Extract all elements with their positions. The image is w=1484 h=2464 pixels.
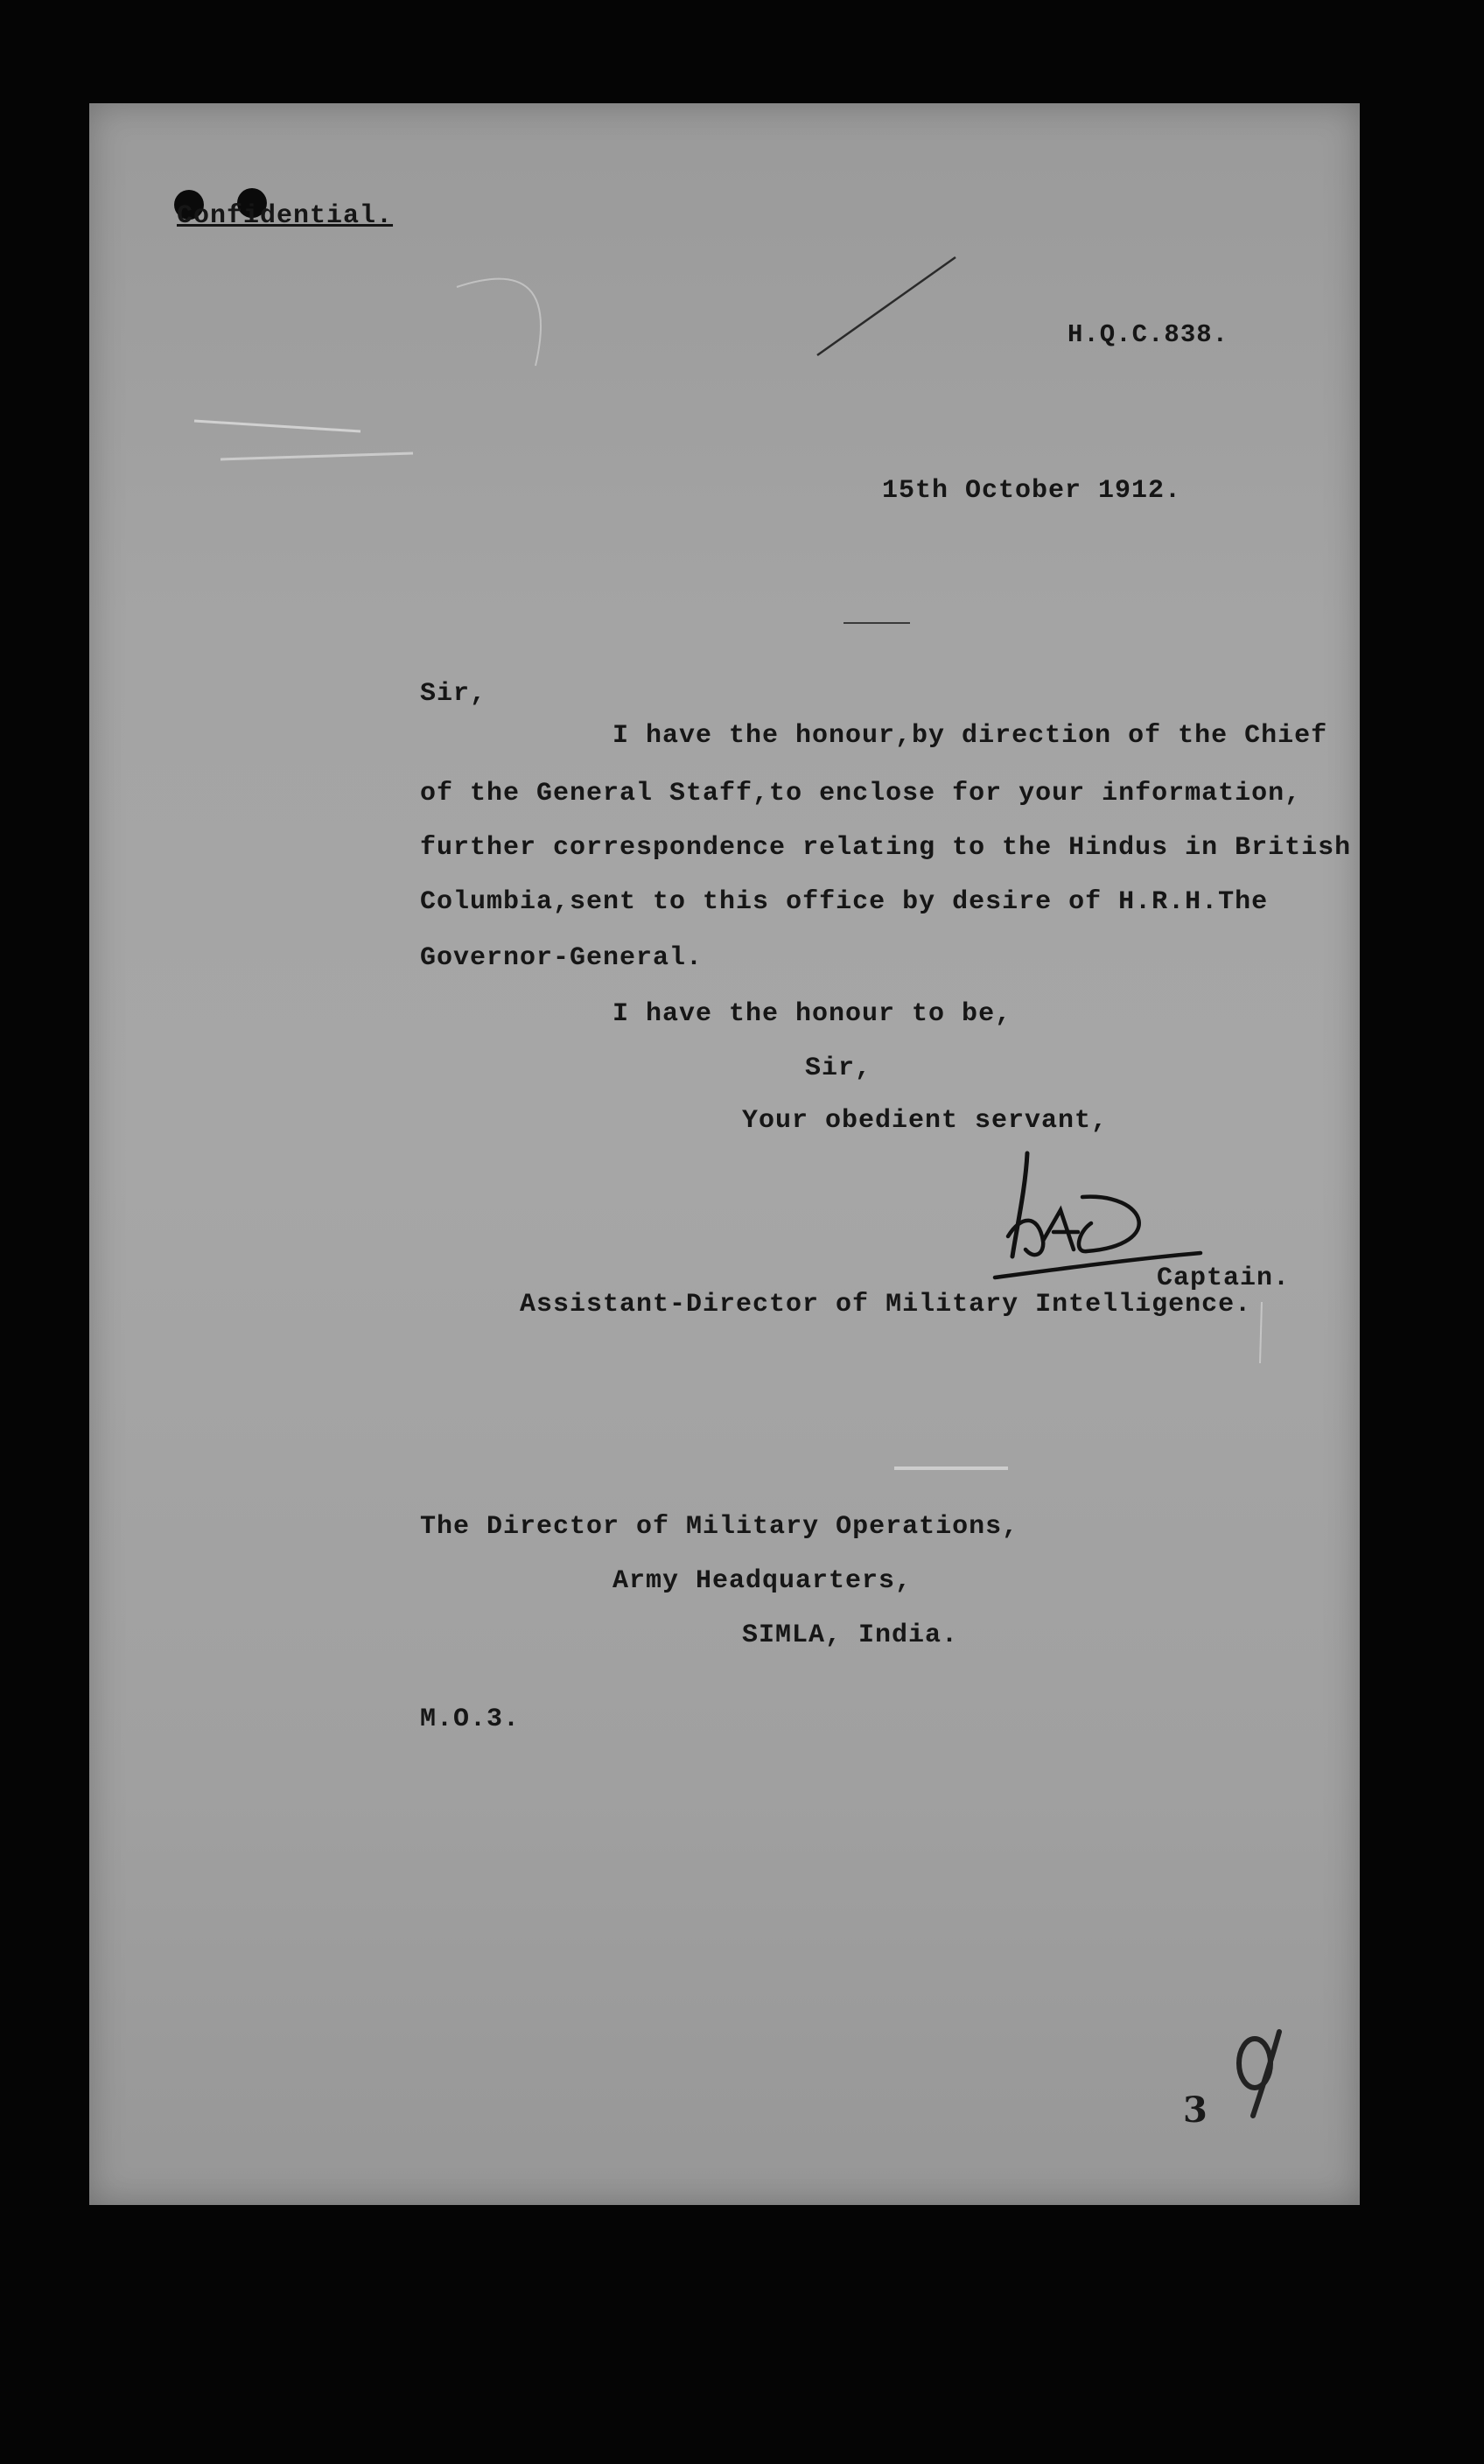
closing-line: Your obedient servant, bbox=[742, 1106, 1109, 1136]
closing-line: I have the honour to be, bbox=[612, 999, 1012, 1029]
addressee-line: SIMLA, India. bbox=[742, 1620, 959, 1650]
separator-rule bbox=[844, 622, 910, 624]
classification-heading: Confidential. bbox=[177, 201, 394, 231]
letter-date: 15th October 1912. bbox=[882, 476, 1182, 506]
body-line: Columbia,sent to this office by desire of H.R.H.The bbox=[420, 887, 1269, 917]
signatory-rank: Captain. bbox=[1157, 1264, 1291, 1293]
body-line: I have the honour,by direction of the Chief bbox=[612, 721, 1328, 751]
body-line: further correspondence relating to the Hindus in British bbox=[420, 833, 1352, 863]
signatory-title: Assistant-Director of Military Intelligence. bbox=[520, 1290, 1252, 1320]
addressee-line: The Director of Military Operations, bbox=[420, 1512, 1019, 1542]
file-mark: M.O.3. bbox=[420, 1704, 521, 1734]
addressee-line: Army Headquarters, bbox=[612, 1566, 913, 1596]
body-line: of the General Staff,to enclose for your information, bbox=[420, 779, 1302, 808]
closing-line: Sir, bbox=[805, 1054, 872, 1083]
page-number: 3 bbox=[1183, 2090, 1208, 2131]
letter-page bbox=[89, 103, 1360, 2205]
folio-mark-icon bbox=[1227, 2028, 1306, 2124]
body-line: Governor-General. bbox=[420, 943, 704, 973]
salutation: Sir, bbox=[420, 679, 487, 709]
reference-number: H.Q.C.838. bbox=[1068, 320, 1229, 349]
